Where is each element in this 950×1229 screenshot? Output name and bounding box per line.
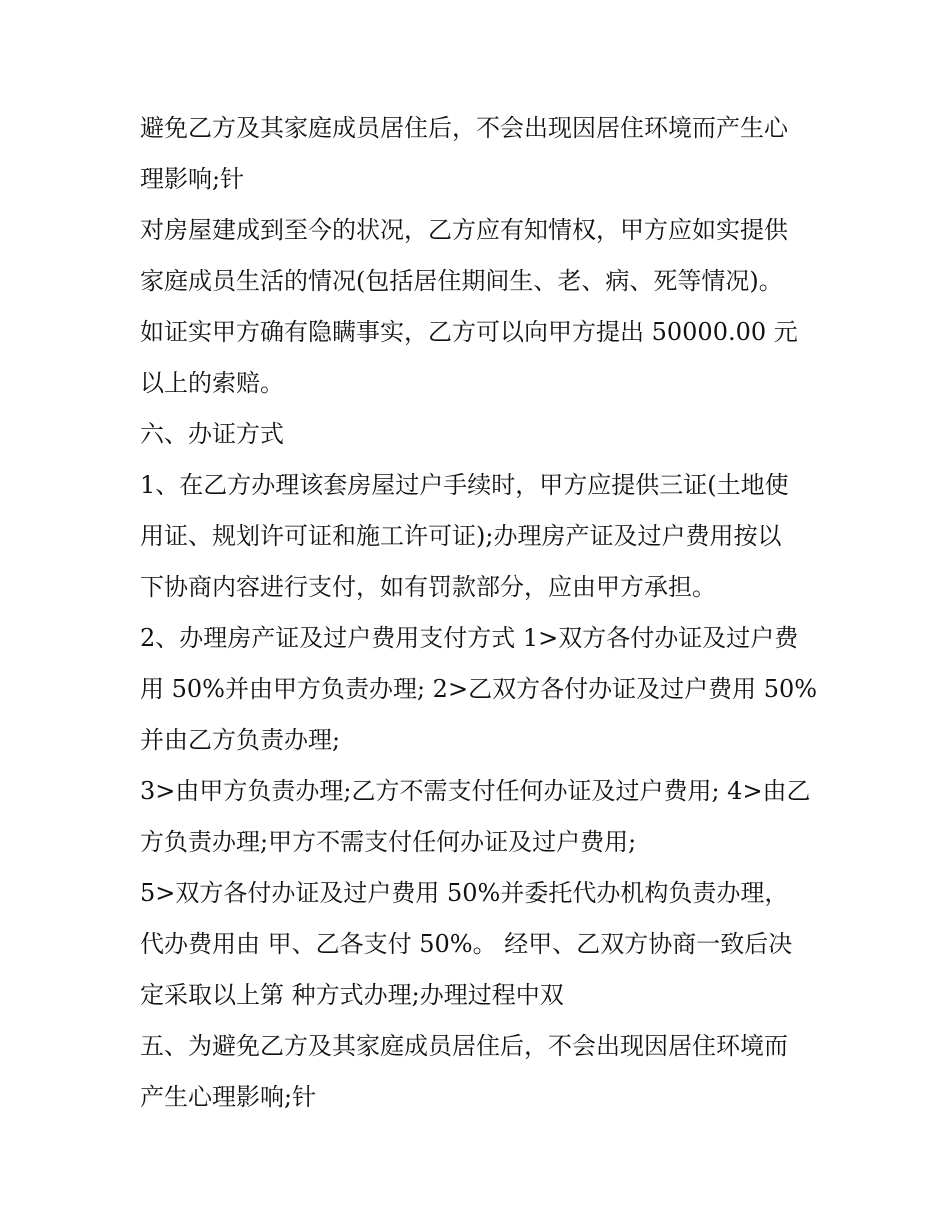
text-line: 方负责办理;甲方不需支付任何办证及过户费用; [140,828,637,856]
text-line: 理影响;针 [140,165,245,193]
text-line: 产生心理影响;针 [140,1083,317,1111]
text-line: 家庭成员生活的情况(包括居住期间生、老、病、死等情况)。 [140,267,783,295]
text-line: 五、为避免乙方及其家庭成员居住后，不会出现因居住环境而 [140,1032,788,1060]
text-line: 2、办理房产证及过户费用支付方式 1>双方各付办证及过户费 [140,624,799,652]
text-line: 下协商内容进行支付，如有罚款部分，应由甲方承担。 [140,573,716,601]
text-line: 如证实甲方确有隐瞒事实，乙方可以向甲方提出 50000.00 元 [140,318,798,346]
text-line: 以上的索赔。 [140,369,284,397]
text-line: 代办费用由 甲、乙各支付 50%。 经甲、乙双方协商一致后决 [140,930,793,958]
text-line: 并由乙方负责办理; [140,726,341,754]
text-line: 5>双方各付办证及过户费用 50%并委托代办机构负责办理， [140,879,789,907]
text-line: 用证、规划许可证和施工许可证);办理房产证及过户费用按以 [140,522,782,550]
section-heading: 六、办证方式 [140,420,284,448]
text-line: 用 50%并由甲方负责办理; 2>乙双方各付办证及过户费用 50% [140,675,818,703]
text-line: 1、在乙方办理该套房屋过户手续时，甲方应提供三证(土地使 [140,471,789,499]
text-line: 避免乙方及其家庭成员居住后，不会出现因居住环境而产生心 [140,114,788,142]
text-line: 定采取以上第 种方式办理;办理过程中双 [140,981,564,1009]
text-line: 对房屋建成到至今的状况，乙方应有知情权，甲方应如实提供 [140,216,788,244]
text-line: 3>由甲方负责办理;乙方不需支付任何办证及过户费用; 4>由乙 [140,777,811,805]
